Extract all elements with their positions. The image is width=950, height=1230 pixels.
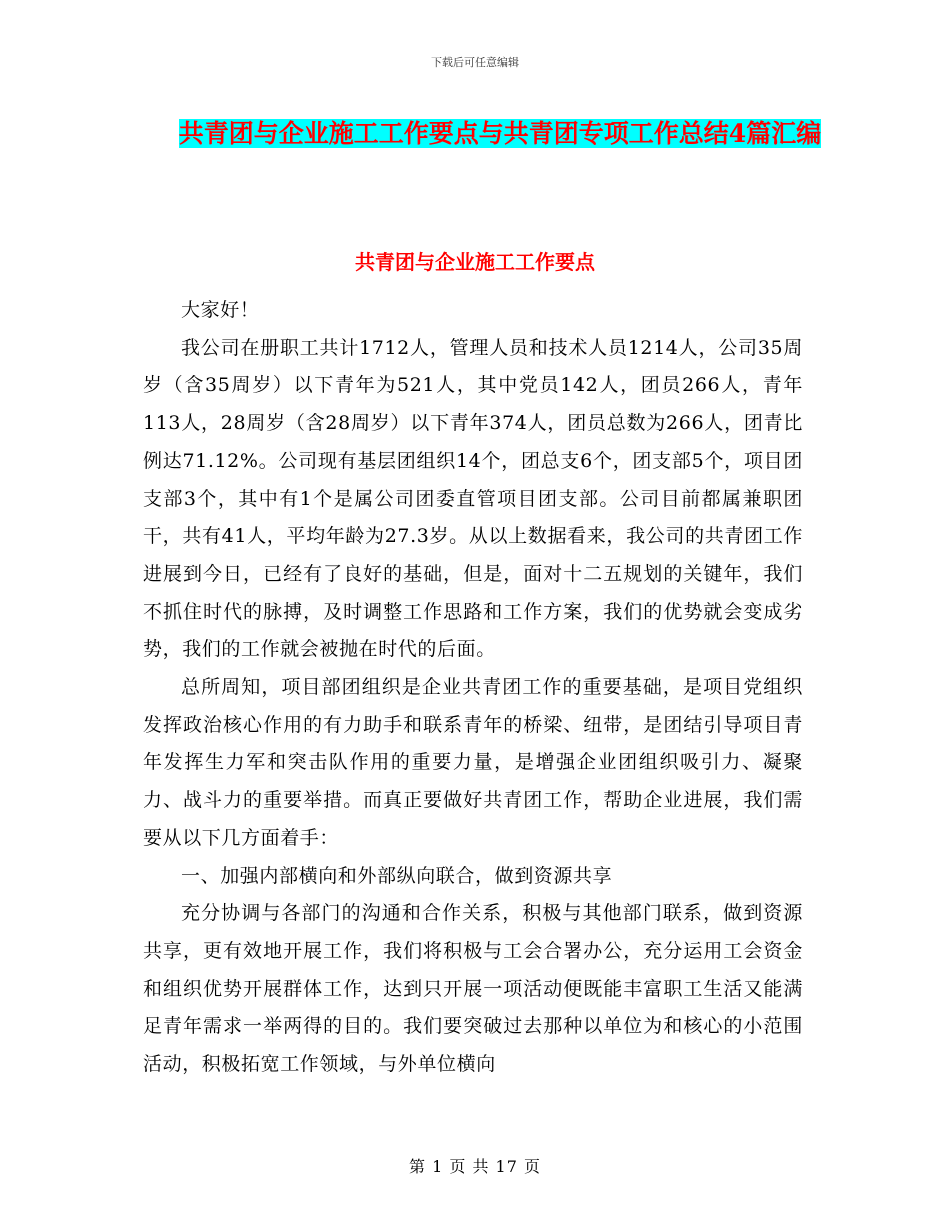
paragraph-resource-sharing: 充分协调与各部门的沟通和合作关系，积极与其他部门联系，做到资源共享，更有效地开展工作，我们将积极与工会合署办公，充分运用工会资金和组织优势开展群体工作，达到只开展一项活动便既能丰富职工生活又能满足青年需求一举两得的目的。我们要突破过去那种以单位为和核心的小范围活动，积极拓宽工作领域，与外单位横向 [143,902,803,1076]
section-title: 共青团与企业施工工作要点 [355,250,595,274]
paragraph-heading-one: 一、加强内部横向和外部纵向联合，做到资源共享 [181,864,613,887]
document-body [143,292,803,1084]
paragraph-greeting: 大家好！ [181,299,260,321]
document-title [140,108,860,159]
paragraph-project-organization: 总所周知，项目部团组织是企业共青团工作的重要基础，是项目党组织发挥政治核心作用的有力助手和联系青年的桥梁、纽带，是团结引导项目青年发挥生力军和突击队作用的重要力量，是增强企业团组织吸引力、凝聚力、战斗力的重要举措。而真正要做好共青团工作，帮助企业进展，我们需要从以下几方面着手： [143,676,803,849]
paragraph-statistics: 我公司在册职工共计1712人，管理人员和技术人员1214人，公司35周岁（含35周岁）以下青年为521人，其中党员142人，团员266人，青年113人，28周岁（含28周岁）以下青年374人，团员总数为266人，团青比例达71.12%。公司现有基层团组织14个，团总支6个，团支部5个，项目团支部3个，其中有1个是属公司团委直管项目团支部。公司目前都属兼职团干，共有41人，平均年龄为27.3岁。从以上数据看来，我公司的共青团工作进展到今日，已经有了良好的基础，但是，面对十二五规划的关键年，我们不抓住时代的脉搏，及时调整工作思路和工作方案，我们的优势就会变成劣势，我们的工作就会被抛在时代的后面。 [143,336,803,661]
page-footer: 第 1 页 共 17 页 [409,1157,541,1176]
header-note: 下载后可任意编辑 [431,56,519,69]
document-title-text: 共青团与企业施工工作要点与共青团专项工作总结4篇汇编 [178,119,822,148]
